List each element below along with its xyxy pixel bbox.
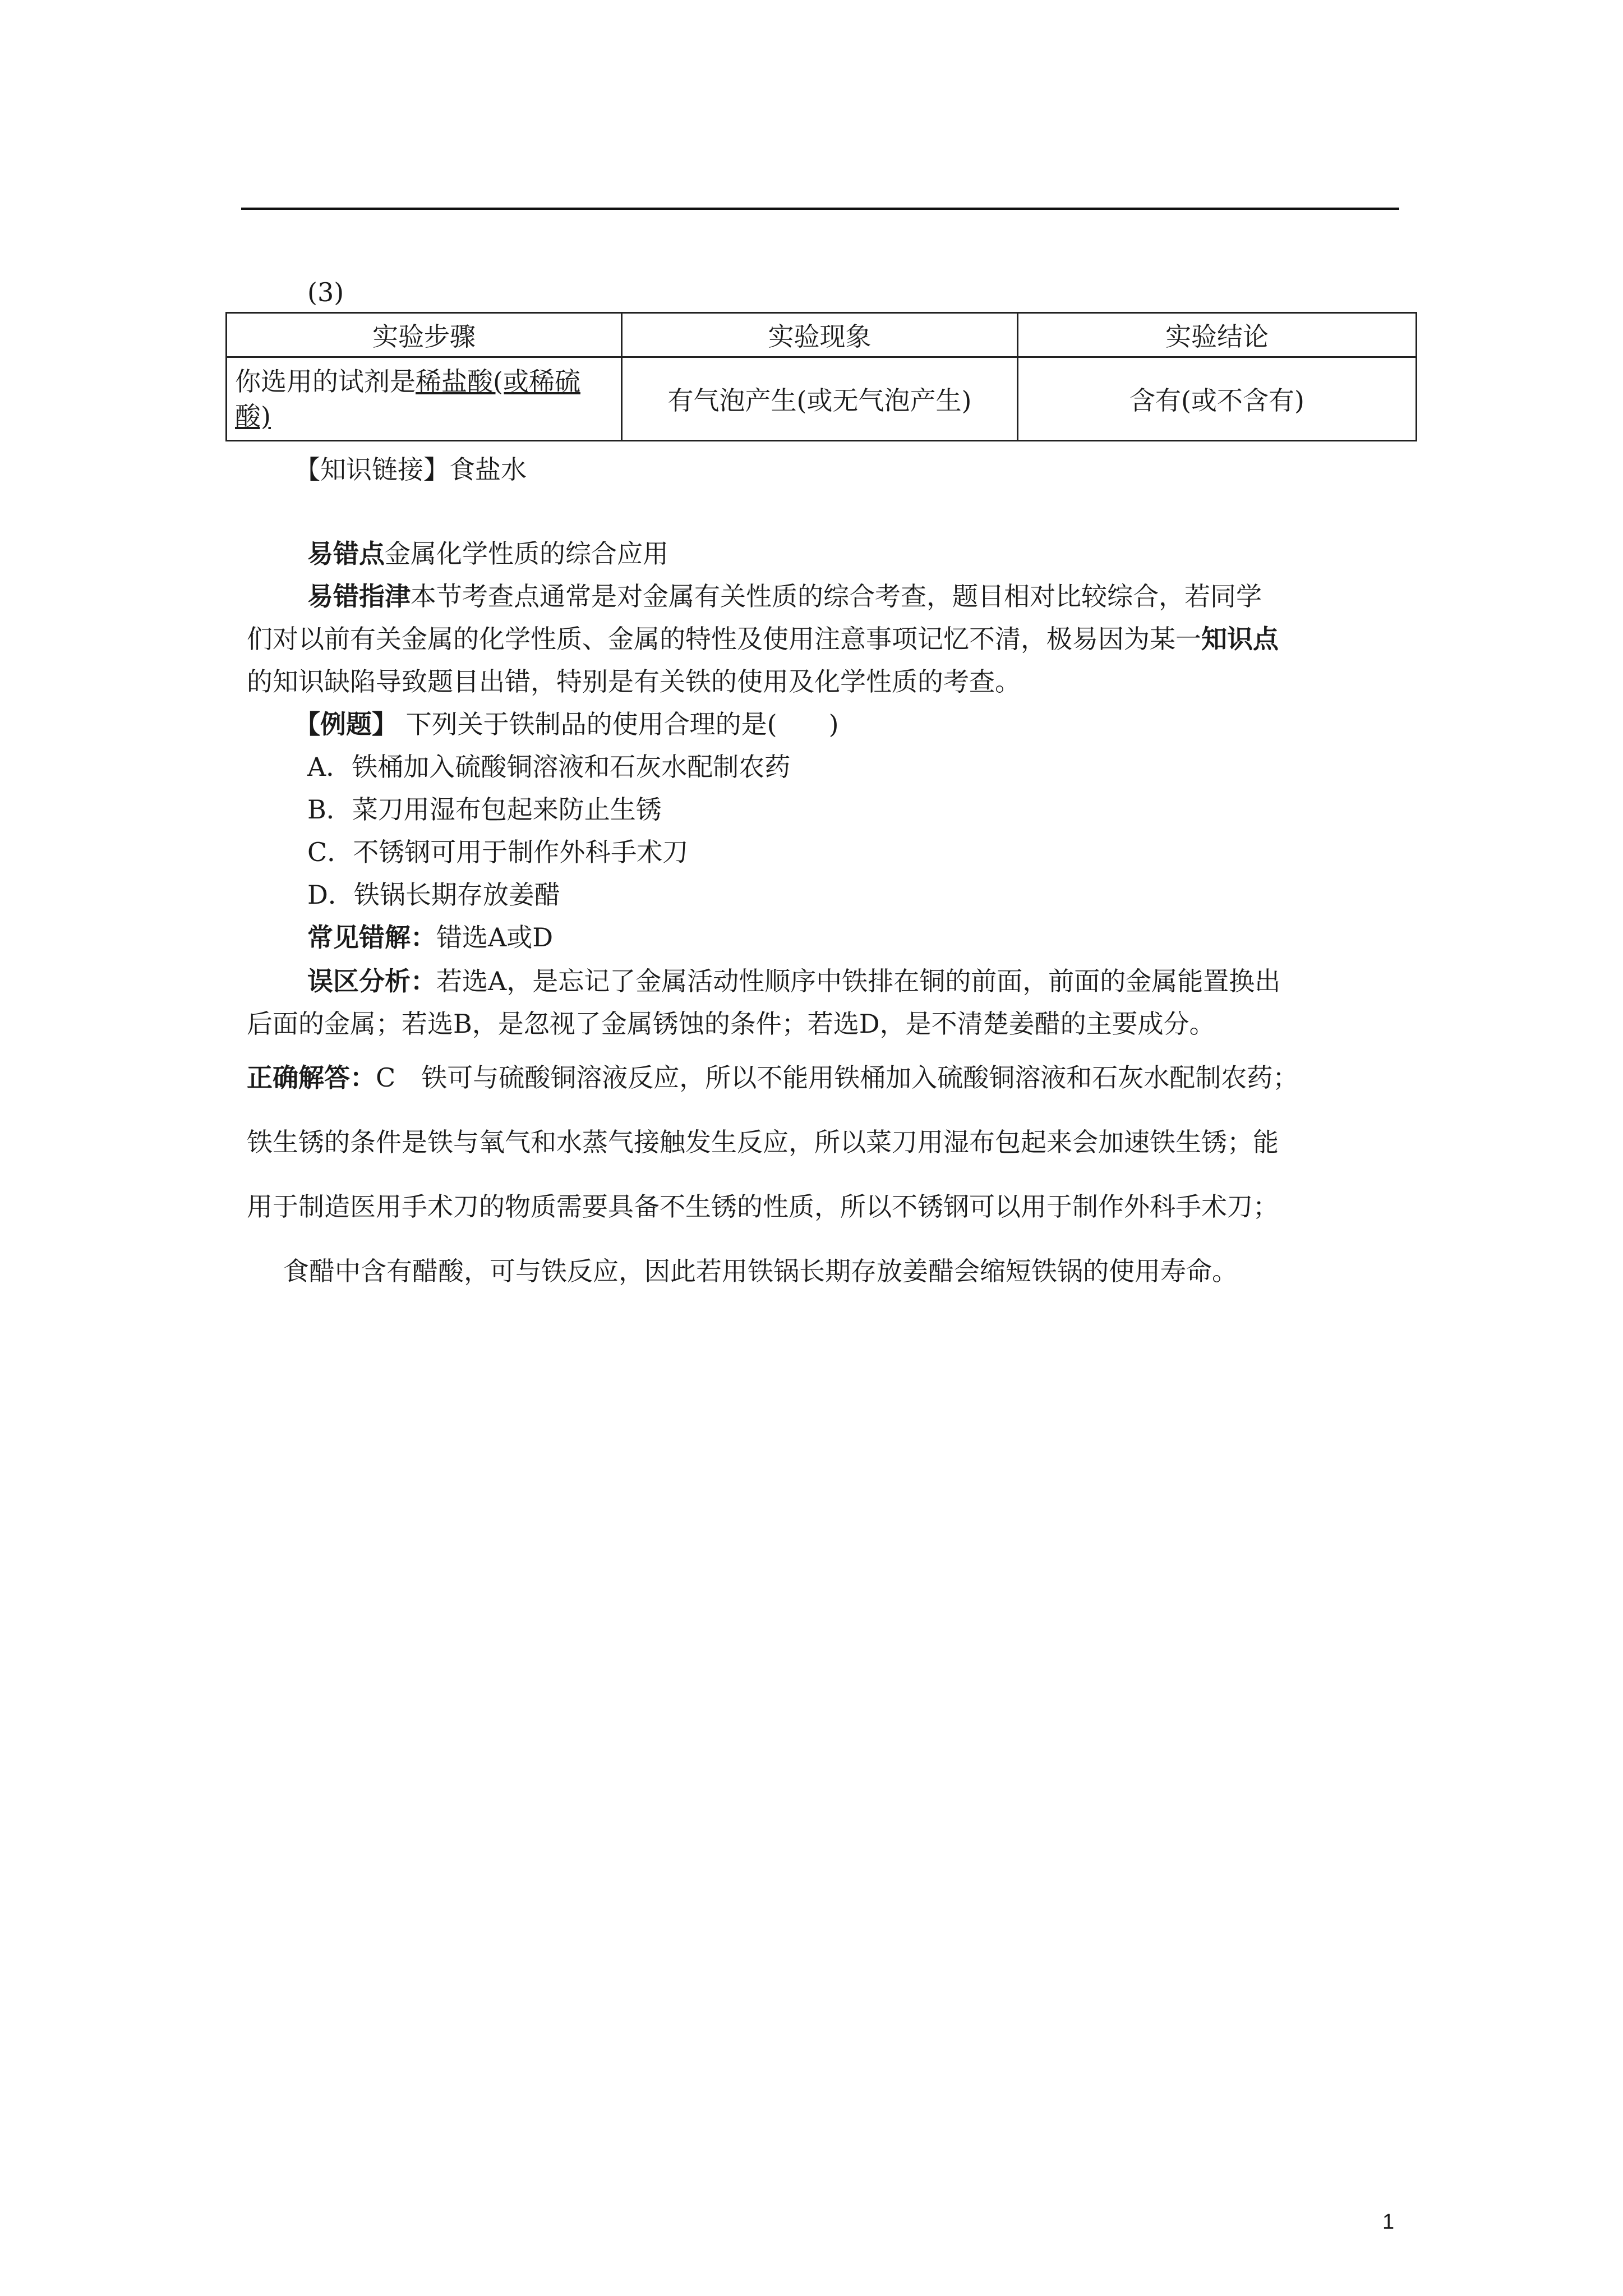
part-label: (3) xyxy=(307,277,344,307)
error-point-label: 易错点 xyxy=(307,539,385,569)
header-step: 实验步骤 xyxy=(227,313,622,357)
cell-phenomenon: 有气泡产生(或无气泡产生) xyxy=(622,357,1018,441)
cell-conclusion: 含有(或不含有) xyxy=(1018,357,1417,441)
error-guide-line2: 们对以前有关金属的化学性质、金属的特性及使用注意事项记忆不清，极易因为某一知识点 xyxy=(247,624,1279,654)
option-c: C．不锈钢可用于制作外科手术刀 xyxy=(307,837,689,867)
knowledge-link: 【知识链接】食盐水 xyxy=(294,454,527,485)
answer-line4: 食醋中含有醋酸，可与铁反应，因此若用铁锅长期存放姜醋会缩短铁锅的使用寿命。 xyxy=(283,1256,1238,1286)
header-rule xyxy=(241,208,1399,210)
table-header-row xyxy=(227,313,1417,357)
example-label: 【例题】 xyxy=(294,709,398,739)
table-row xyxy=(227,357,1417,441)
knowledge-point-bold: 知识点 xyxy=(1201,624,1279,654)
error-guide-label: 易错指津 xyxy=(307,581,411,611)
analysis-label: 误区分析： xyxy=(307,966,436,996)
analysis-line1: 误区分析：若选A，是忘记了金属活动性顺序中铁排在铜的前面，前面的金属能置换出 xyxy=(307,966,1281,996)
option-b: B．菜刀用湿布包起来防止生锈 xyxy=(307,794,662,825)
error-point xyxy=(307,536,668,571)
analysis-line2: 后面的金属；若选B，是忽视了金属锈蚀的条件；若选D，是不清楚姜醋的主要成分。 xyxy=(247,1009,1215,1039)
page-number: 1 xyxy=(1382,2210,1395,2234)
error-point-text: 金属化学性质的综合应用 xyxy=(385,539,668,569)
cell-step xyxy=(227,357,622,441)
error-guide-line1: 易错指津本节考查点通常是对金属有关性质的综合考查，题目相对比较综合，若同学 xyxy=(307,581,1262,611)
step-answer: 稀盐酸(或稀硫酸) xyxy=(235,366,580,431)
common-error-label: 常见错解： xyxy=(307,922,436,953)
experiment-table xyxy=(225,312,1417,441)
header-phenomenon: 实验现象 xyxy=(622,313,1018,357)
option-d: D．铁锅长期存放姜醋 xyxy=(307,880,560,910)
answer-line1: 正确解答：C 铁可与硫酸铜溶液反应，所以不能用铁桶加入硫酸铜溶液和石灰水配制农药； xyxy=(247,1062,1299,1093)
answer-label: 正确解答： xyxy=(247,1062,376,1093)
example-question: 【例题】 下列关于铁制品的使用合理的是( ) xyxy=(294,709,839,739)
common-error: 常见错解：错选A或D xyxy=(307,922,554,953)
answer-line3: 用于制造医用手术刀的物质需要具备不生锈的性质，所以不锈钢可以用于制作外科手术刀； xyxy=(247,1191,1279,1222)
header-conclusion: 实验结论 xyxy=(1018,313,1417,357)
error-guide-line3: 的知识缺陷导致题目出错，特别是有关铁的使用及化学性质的考查。 xyxy=(247,666,1021,697)
option-a: A．铁桶加入硫酸铜溶液和石灰水配制农药 xyxy=(307,752,791,782)
step-prefix: 你选用的试剂是 xyxy=(235,366,416,397)
answer-line2: 铁生锈的条件是铁与氧气和水蒸气接触发生反应，所以菜刀用湿布包起来会加速铁生锈；能 xyxy=(247,1127,1279,1157)
